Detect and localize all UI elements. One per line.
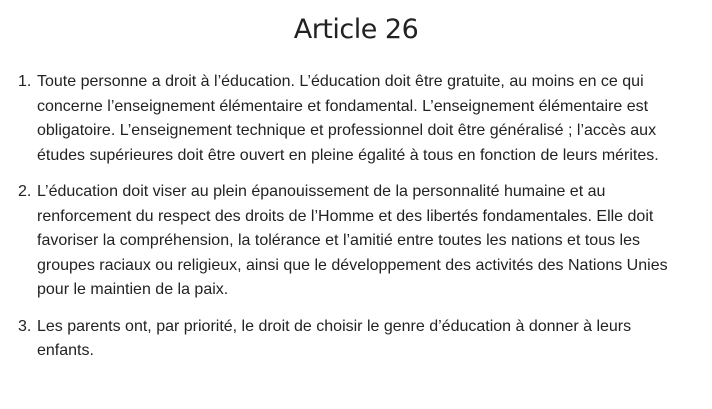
paragraph-number: 2.: [18, 183, 32, 200]
paragraph-text: Toute personne a droit à l’éducation. L’éducation doit être gratuite, au moins en ce qui concerne l’enseignement élémentaire et fondamental. L’enseignement élémentaire est obligatoire. L’enseignement technique et professionnel doit être généralisé ; l’accès aux études supérieures doit être ouvert en pleine égalité à tous en fonction de leurs mérites.: [37, 73, 659, 164]
article-paragraph-2: [0, 180, 712, 303]
article-paragraph-3: [0, 315, 712, 364]
article-paragraph-1: [0, 70, 712, 168]
article-title: Article 26: [293, 14, 419, 45]
paragraph-text: L’éducation doit viser au plein épanouissement de la personnalité humaine et au renforcement du respect des droits de l’Homme et des libertés fondamentales. Elle doit favoriser la compréhension, la tolérance et l’amitié entre toutes les nations et tous les groupes raciaux ou religieux, ainsi que le développement des activités des Nations Unies pour le maintien de la paix.: [37, 183, 668, 298]
paragraph-number: 3.: [18, 317, 32, 335]
article-paragraph-list: [0, 70, 712, 376]
paragraph-text: Les parents ont, par priorité, le droit de choisir le genre d’éducation à donner à leurs enfants.: [37, 317, 632, 359]
paragraph-number: 1.: [18, 73, 32, 90]
